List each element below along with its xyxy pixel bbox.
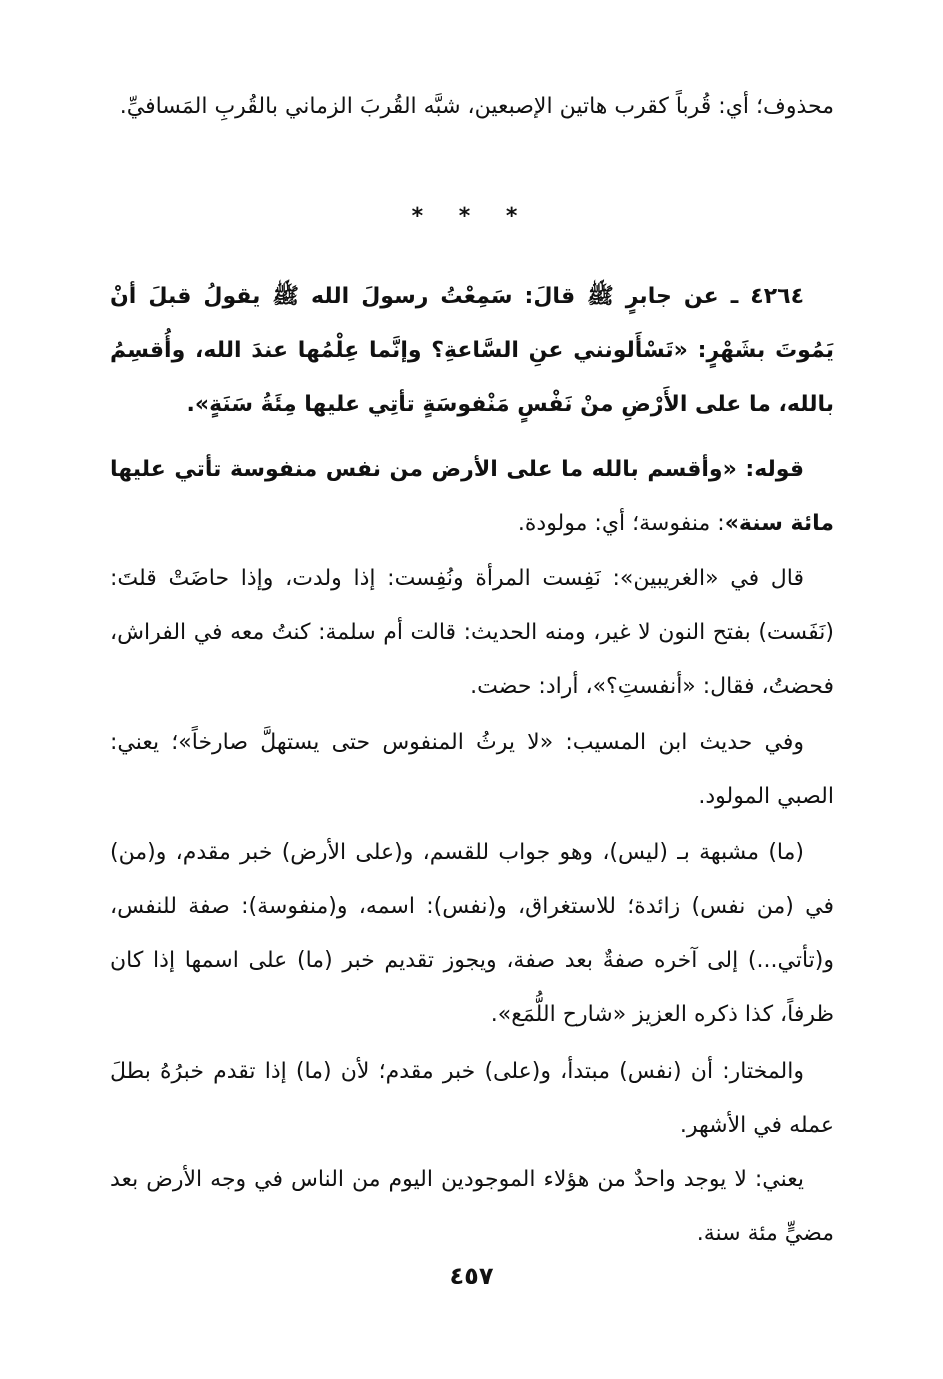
paragraph-text: والمختار: أن (نفس) مبتدأ، و(على) خبر مقدم؛ لأن (ما) إذا تقدم خبرُهُ بطلَ عمله في الأشهر. bbox=[110, 1059, 834, 1138]
commentary-paragraph-2 bbox=[110, 552, 834, 714]
hadith-text: ٤٢٦٤ ـ عن جابرٍ ﷺ قالَ: سَمِعْتُ رسولَ الله ﷺ يقولُ قبلَ أنْ يَمُوتَ بشَهْرٍ: «تَسْأَلونني عنِ السَّاعةِ؟ وإنَّما عِلْمُها عندَ الله، وأُقسِمُ بالله، ما على الأَرْضِ منْ نَفْسٍ مَنْفوسَةٍ تأتِي عليها مِئَةُ سَنَةٍ». bbox=[110, 284, 834, 417]
paragraph-text: (ما) مشبهة بـ (ليس)، وهو جواب للقسم، و(على الأرض) خبر مقدم، و(من) في (من نفس) زائدة؛ للاستغراق، و(نفس): اسمه، و(منفوسة): صفة للنفس، و(تأتي...) إلى آخره صفةٌ بعد صفة، ويجوز تقديم خبر (ما) على اسمها إذا كان ظرفاً، كذا ذكره العزيز «شارح اللُّمَع». bbox=[110, 840, 834, 1027]
hadith-paragraph bbox=[110, 270, 834, 432]
paragraph-continuation bbox=[110, 80, 834, 134]
commentary-paragraph-6 bbox=[110, 1153, 834, 1261]
paragraph-text: وفي حديث ابن المسيب: «لا يرثُ المنفوس حتى يستهلَّ صارخاً»؛ يعني: الصبي المولود. bbox=[110, 730, 834, 809]
commentary-paragraph-5 bbox=[110, 1045, 834, 1153]
commentary-paragraph-4 bbox=[110, 826, 834, 1042]
paragraph-text: : منفوسة؛ أي: مولودة. bbox=[517, 511, 725, 536]
commentary-paragraph-1 bbox=[110, 443, 834, 551]
quoted-phrase: قوله: «وأقسم بالله ما على الأرض من نفس منفوسة تأتي عليها مائة سنة» bbox=[110, 457, 834, 536]
page-number: ٤٥٧ bbox=[449, 1262, 494, 1290]
paragraph-text: محذوف؛ أي: قُرباً كقرب هاتين الإصبعين، شبَّه القُربَ الزماني بالقُربِ المَسافيِّ. bbox=[119, 94, 834, 119]
paragraph-text: قال في «الغريبين»: نَفِست المرأة ونُفِست: إذا ولدت، وإذا حاضَتْ قلتَ: (نَفَست) بفتح النون لا غير، ومنه الحديث: قالت أم سلمة: كنتُ معه في الفراش، فحضتُ، فقال: «أنفستِ؟»، أراد: حضت. bbox=[110, 566, 834, 699]
commentary-paragraph-3 bbox=[110, 716, 834, 824]
section-separator: * * * bbox=[411, 204, 532, 229]
paragraph-text: يعني: لا يوجد واحدٌ من هؤلاء الموجودين اليوم من الناس في وجه الأرض بعد مضيٍّ مئة سنة. bbox=[110, 1167, 834, 1246]
